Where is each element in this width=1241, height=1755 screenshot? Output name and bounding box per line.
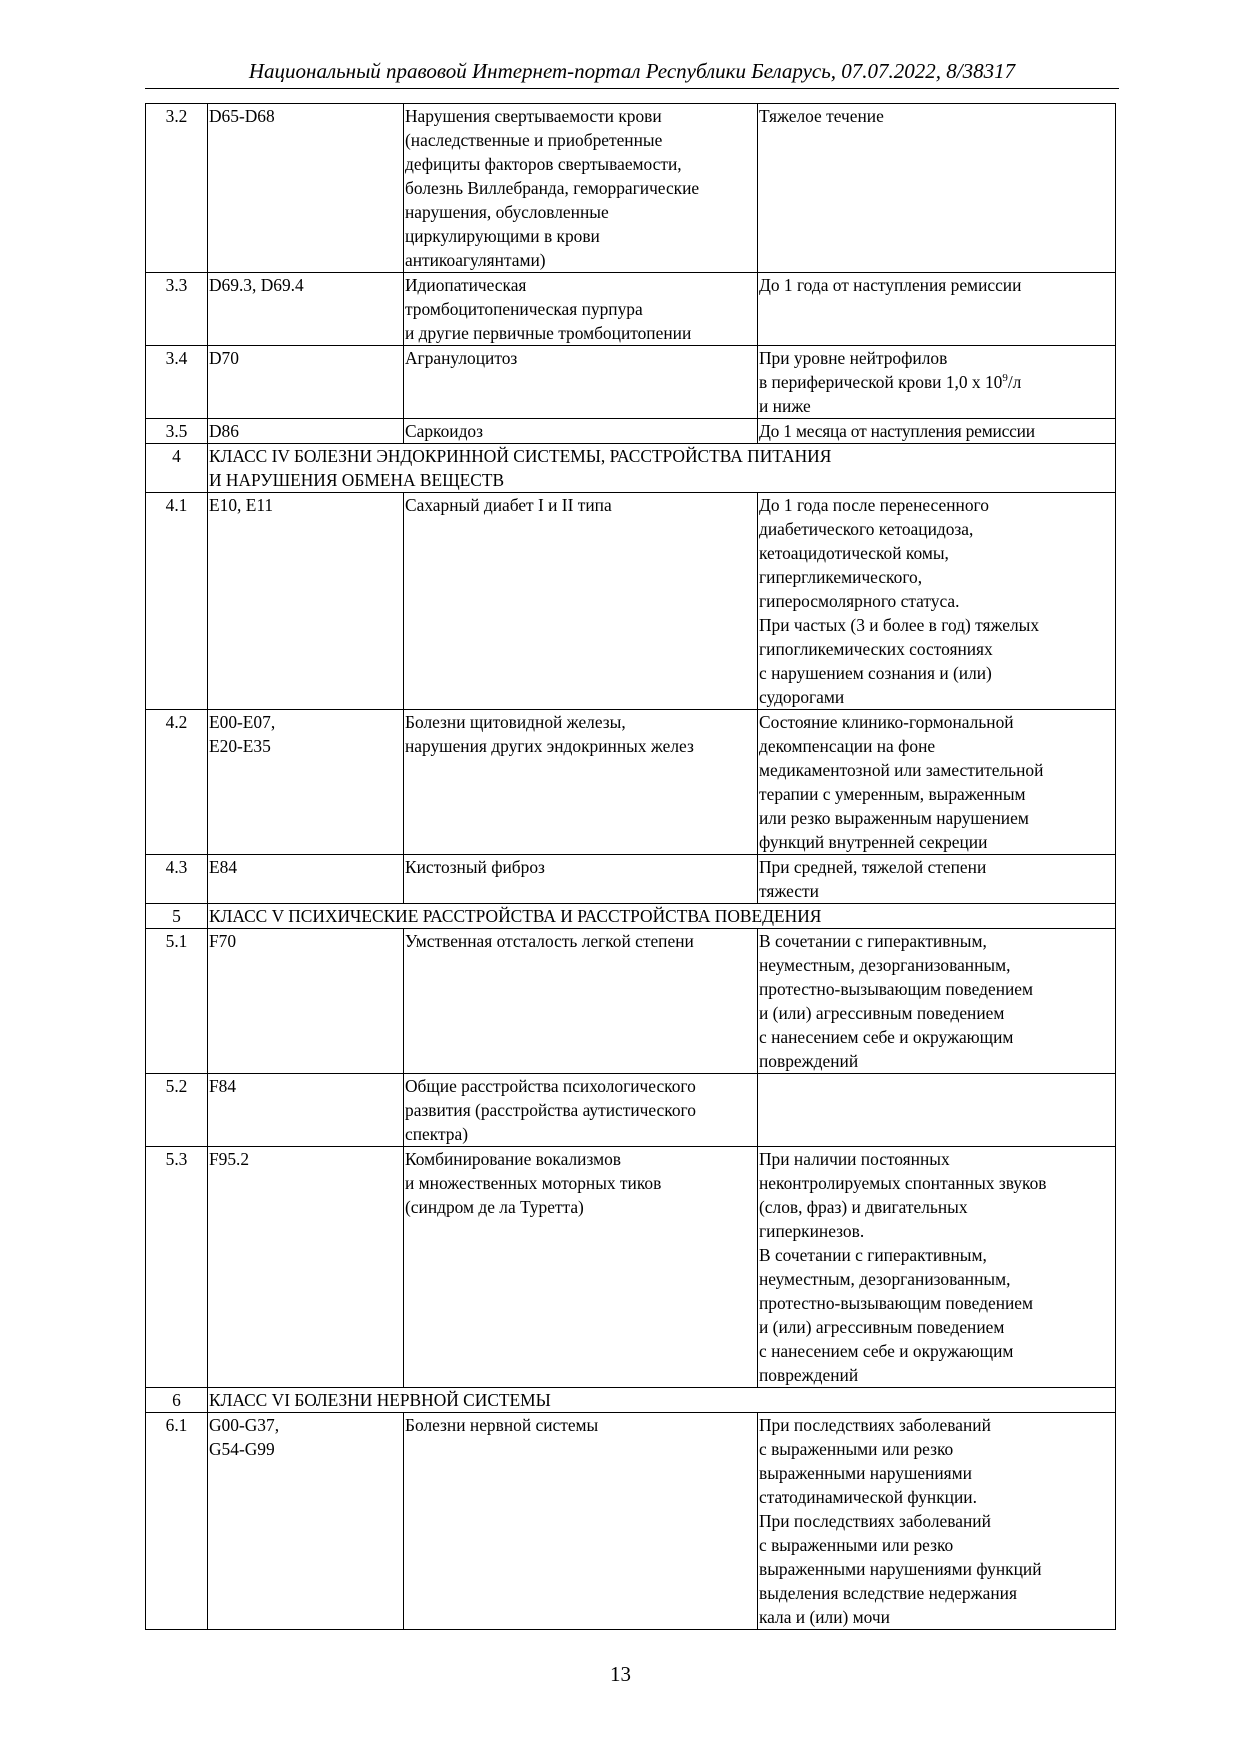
row-number: 3.2 [146, 104, 208, 273]
icd-code: D86 [208, 419, 404, 444]
page-number: 13 [610, 1662, 631, 1686]
disease-name: Агранулоцитоз [404, 346, 758, 419]
table-row [146, 493, 1116, 710]
condition: До 1 года после перенесенного диабетического кетоацидоза, кетоацидотической комы, гипергликемического, гиперосмолярного статуса. При частых (3 и более в год) тяжелых гипогликемических состояниях с нарушением сознания и (или) судорогами [758, 493, 1116, 710]
table-row [146, 929, 1116, 1074]
icd-code: E00-E07, E20-E35 [208, 710, 404, 855]
row-number: 5.2 [146, 1074, 208, 1147]
table-row [146, 273, 1116, 346]
icd-code: D69.3, D69.4 [208, 273, 404, 346]
disease-name: Кистозный фиброз [404, 855, 758, 904]
class-title: КЛАСС V ПСИХИЧЕСКИЕ РАССТРОЙСТВА И РАССТРОЙСТВА ПОВЕДЕНИЯ [208, 904, 1116, 929]
icd-code: E10, E11 [208, 493, 404, 710]
icd-code: D70 [208, 346, 404, 419]
condition: Состояние клинико-гормональной декомпенсации на фоне медикаментозной или заместительной терапии с умеренным, выраженным или резко выраженным нарушением функций внутренней секреции [758, 710, 1116, 855]
class-number: 4 [146, 444, 208, 493]
icd-code: F95.2 [208, 1147, 404, 1388]
row-number: 6.1 [146, 1413, 208, 1630]
table-row [146, 104, 1116, 273]
condition [758, 1074, 1116, 1147]
disease-table [145, 103, 1116, 1630]
exponent: 9 [1002, 372, 1008, 385]
table-row [146, 1074, 1116, 1147]
class-row [146, 1388, 1116, 1413]
class-title: КЛАСС VI БОЛЕЗНИ НЕРВНОЙ СИСТЕМЫ [208, 1388, 1116, 1413]
disease-name: Болезни нервной системы [404, 1413, 758, 1630]
disease-name: Умственная отсталость легкой степени [404, 929, 758, 1074]
disease-name: Идиопатическая тромбоцитопеническая пурпура и другие первичные тромбоцитопении [404, 273, 758, 346]
disease-name: Саркоидоз [404, 419, 758, 444]
table-row [146, 419, 1116, 444]
table-row [146, 1413, 1116, 1630]
class-row [146, 904, 1116, 929]
table-row [146, 855, 1116, 904]
icd-code: F70 [208, 929, 404, 1074]
table-row [146, 1147, 1116, 1388]
icd-code: G00-G37, G54-G99 [208, 1413, 404, 1630]
icd-code: E84 [208, 855, 404, 904]
table-row [146, 710, 1116, 855]
condition-text: При уровне нейтрофилов в периферической крови 1,0 х 10 [759, 348, 1003, 392]
icd-code: D65-D68 [208, 104, 404, 273]
class-number: 5 [146, 904, 208, 929]
row-number: 4.1 [146, 493, 208, 710]
row-number: 5.1 [146, 929, 208, 1074]
condition: При средней, тяжелой степени тяжести [758, 855, 1116, 904]
condition: В сочетании с гиперактивным, неуместным, дезорганизованным, протестно-вызывающим поведением и (или) агрессивным поведением с нанесением себе и окружающим повреждений [758, 929, 1116, 1074]
condition: При последствиях заболеваний с выраженными или резко выраженными нарушениями статодинамической функции. При последствиях заболеваний с выраженными или резко выраженными нарушениями функций выделения вследствие недержания кала и (или) мочи [758, 1413, 1116, 1630]
condition-text-tail: /л и ниже [759, 372, 1022, 416]
class-title: КЛАСС IV БОЛЕЗНИ ЭНДОКРИННОЙ СИСТЕМЫ, РАССТРОЙСТВА ПИТАНИЯ И НАРУШЕНИЯ ОБМЕНА ВЕЩЕСТВ [208, 444, 1116, 493]
condition: До 1 года от наступления ремиссии [758, 273, 1116, 346]
icd-code: F84 [208, 1074, 404, 1147]
document-header: Национальный правовой Интернет-портал Республики Беларусь, 07.07.2022, 8/38317 [248, 59, 1016, 83]
disease-name: Сахарный диабет I и II типа [404, 493, 758, 710]
row-number: 3.4 [146, 346, 208, 419]
disease-name: Общие расстройства психологического развития (расстройства аутистического спектра) [404, 1074, 758, 1147]
condition: Тяжелое течение [758, 104, 1116, 273]
header-rule [145, 88, 1119, 89]
condition: До 1 месяца от наступления ремиссии [758, 419, 1116, 444]
row-number: 3.3 [146, 273, 208, 346]
class-number: 6 [146, 1388, 208, 1413]
row-number: 4.2 [146, 710, 208, 855]
row-number: 5.3 [146, 1147, 208, 1388]
table-row [146, 346, 1116, 419]
class-row [146, 444, 1116, 493]
disease-name: Нарушения свертываемости крови (наследственные и приобретенные дефициты факторов свертываемости, болезнь Виллебранда, геморрагические нарушения, обусловленные циркулирующими в крови антикоагулянтами) [404, 104, 758, 273]
row-number: 4.3 [146, 855, 208, 904]
row-number: 3.5 [146, 419, 208, 444]
disease-name: Болезни щитовидной железы, нарушения других эндокринных желез [404, 710, 758, 855]
condition: При наличии постоянных неконтролируемых спонтанных звуков (слов, фраз) и двигательных гиперкинезов. В сочетании с гиперактивным, неуместным, дезорганизованным, протестно-вызывающим поведением и (или) агрессивным поведением с нанесением себе и окружающим повреждений [758, 1147, 1116, 1388]
condition [758, 346, 1116, 419]
disease-name: Комбинирование вокализмов и множественных моторных тиков (синдром де ла Туретта) [404, 1147, 758, 1388]
